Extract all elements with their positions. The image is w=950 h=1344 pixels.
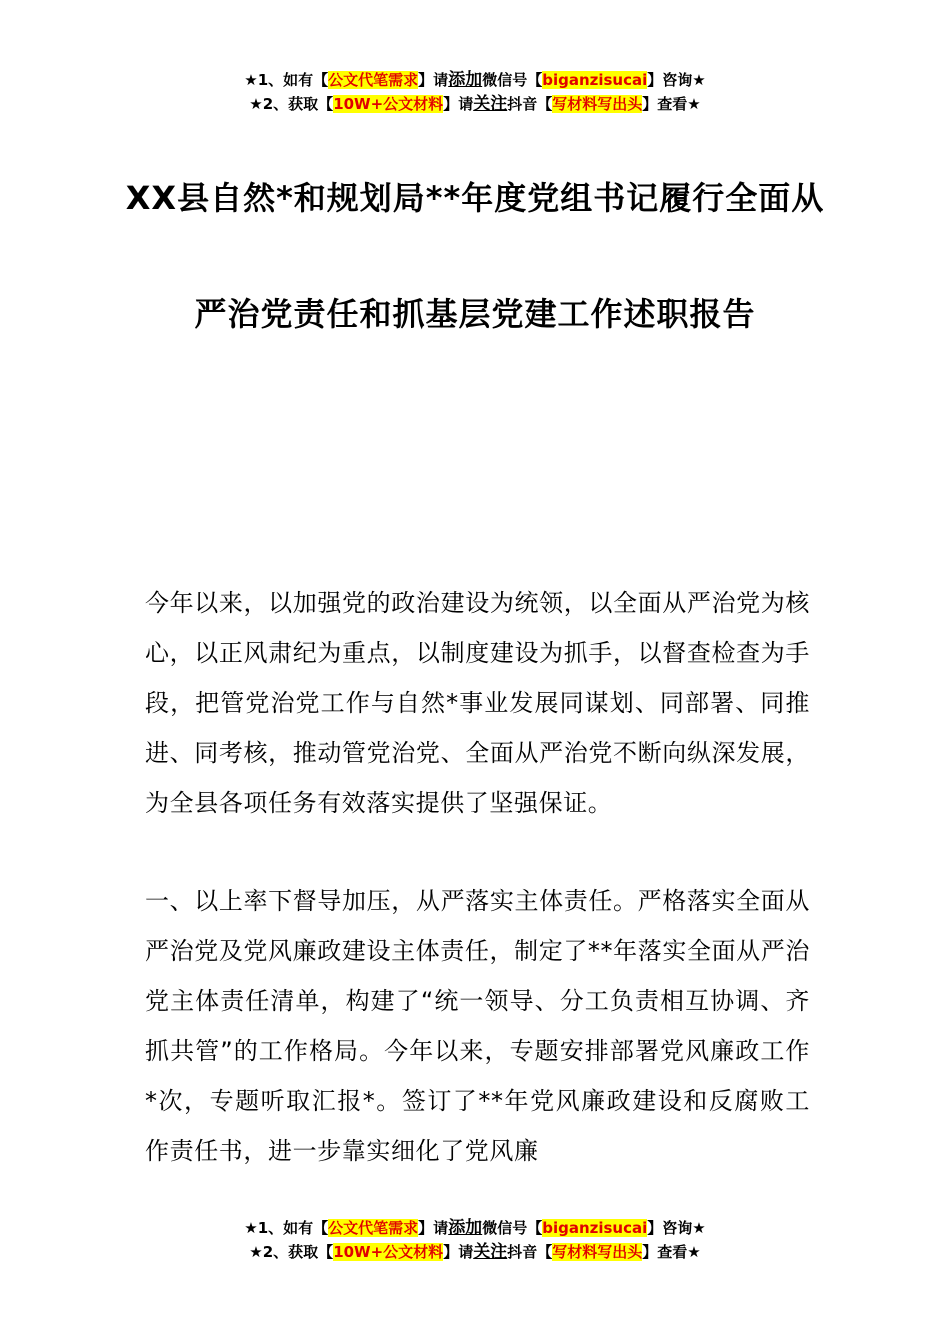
banner-highlight: 写材料写出头 (552, 95, 643, 113)
paragraph-section-1: 一、以上率下督导加压，从严落实主体责任。严格落实全面从严治党及党风廉政建设主体责任，制定了**年落实全面从严治党主体责任清单，构建了“统一领导、分工负责相互协调、齐抓共管”的工作格局。今年以来，专题安排部署党风廉政工作*次，专题听取汇报*。签订了**年党风廉政建设和反腐败工作责任书，进一步靠实细化了党风廉 (145, 887, 810, 1165)
banner-text: 】请 (443, 95, 474, 113)
banner-highlight: biganzisucai (542, 71, 648, 89)
banner-line-2 (0, 1240, 950, 1264)
banner-text: 微信号【 (482, 1219, 543, 1237)
header-banner (0, 68, 950, 116)
banner-text: 】请 (418, 71, 449, 89)
banner-text: ★2、获取【 (249, 1243, 334, 1261)
banner-text: ★1、如有【 (244, 71, 329, 89)
banner-emphasis: 添加 (448, 70, 483, 90)
paragraph-intro: 今年以来，以加强党的政治建设为统领，以全面从严治党为核心，以正风肃纪为重点，以制度建设为抓手，以督查检查为手段，把管党治党工作与自然*事业发展同谋划、同部署、同推进、同考核，推动管党治党、全面从严治党不断向纵深发展，为全县各项任务有效落实提供了坚强保证。 (145, 589, 810, 817)
banner-highlight: 10W+公文材料 (333, 1243, 444, 1261)
banner-highlight: 公文代笔需求 (328, 71, 419, 89)
banner-text: ★1、如有【 (244, 1219, 329, 1237)
footer-banner (0, 1216, 950, 1264)
banner-line-1 (0, 1216, 950, 1240)
banner-text: 微信号【 (482, 71, 543, 89)
banner-highlight: 写材料写出头 (552, 1243, 643, 1261)
banner-text: 抖音【 (507, 95, 553, 113)
banner-text: 】咨询★ (647, 71, 706, 89)
banner-emphasis: 关注 (473, 1242, 508, 1262)
banner-line-1 (0, 68, 950, 92)
banner-emphasis: 关注 (473, 94, 508, 114)
banner-text: 抖音【 (507, 1243, 553, 1261)
banner-text: 】查看★ (642, 1243, 701, 1261)
banner-text: ★2、获取【 (249, 95, 334, 113)
banner-text: 】请 (443, 1243, 474, 1261)
banner-highlight: biganzisucai (542, 1219, 648, 1237)
banner-emphasis: 添加 (448, 1218, 483, 1238)
banner-text: 】查看★ (642, 95, 701, 113)
banner-text: 】请 (418, 1219, 449, 1237)
document-title: XX县自然*和规划局**年度党组书记履行全面从严治党责任和抓基层党建工作述职报告 (125, 179, 825, 333)
banner-highlight: 10W+公文材料 (333, 95, 444, 113)
banner-line-2 (0, 92, 950, 116)
banner-text: 】咨询★ (647, 1219, 706, 1237)
banner-highlight: 公文代笔需求 (328, 1219, 419, 1237)
